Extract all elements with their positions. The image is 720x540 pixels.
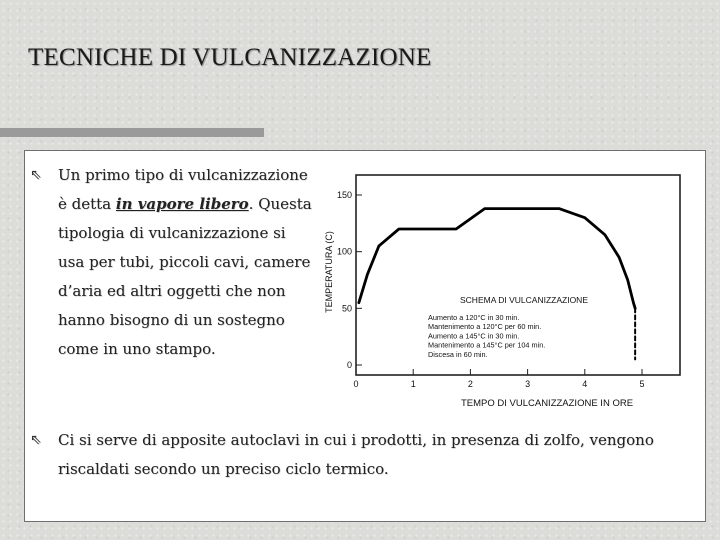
y-tick-label: 100 [336,246,352,257]
slide-title: TECNICHE DI VULCANIZZAZIONE [28,44,432,71]
x-tick-label: 4 [582,379,588,389]
chart-legend-line: Discesa in 60 min. [428,349,488,359]
bullet-text: Ci si serve di apposite autoclavi in cui i prodotti, in presenza di zolfo, vengono riscaldati secondo un preciso ciclo termico. [58,431,654,478]
bullet-item [30,426,698,484]
title-underline-bar [0,128,264,137]
x-tick-label: 3 [525,379,531,389]
bullet-text: Un primo tipo di vulcanizzazione è detta [58,166,308,213]
y-tick-label: 50 [341,303,352,314]
x-tick-label: 0 [353,379,359,389]
chart-title: SCHEMA DI VULCANIZZAZIONE [460,295,588,305]
y-axis-label: TEMPERATURA (C) [324,231,334,313]
bullet-arrow-icon: ⇖ [30,167,42,183]
vulcanization-chart [312,160,702,415]
x-tick-label: 1 [410,379,416,389]
x-tick-label: 2 [467,379,473,389]
bullet-text-continued: . Questa tipologia di vulcanizzazione si usa per tubi, piccoli cavi, camere d’aria ed altri oggetti che non hanno bisogno di un sostegno come in uno stampo. [58,195,312,358]
chart-legend-line: Aumento a 120°C in 30 min. [428,313,520,322]
chart-legend-line: Mantenimento a 120°C per 60 min. [428,322,542,332]
bullet-emphasis: in vapore libero [115,195,249,213]
series-line [359,209,635,309]
bullet-item [30,161,312,364]
y-tick-label: 150 [336,190,352,200]
x-axis-label: TEMPO DI VULCANIZZAZIONE IN ORE [460,398,634,409]
x-tick-label: 5 [639,379,645,389]
bullet-arrow-icon: ⇖ [30,432,42,448]
chart-legend-line: Aumento a 145°C in 30 min. [428,331,520,341]
chart-legend-line: Mantenimento a 145°C per 104 min. [428,340,546,350]
y-tick-label: 0 [346,360,352,370]
